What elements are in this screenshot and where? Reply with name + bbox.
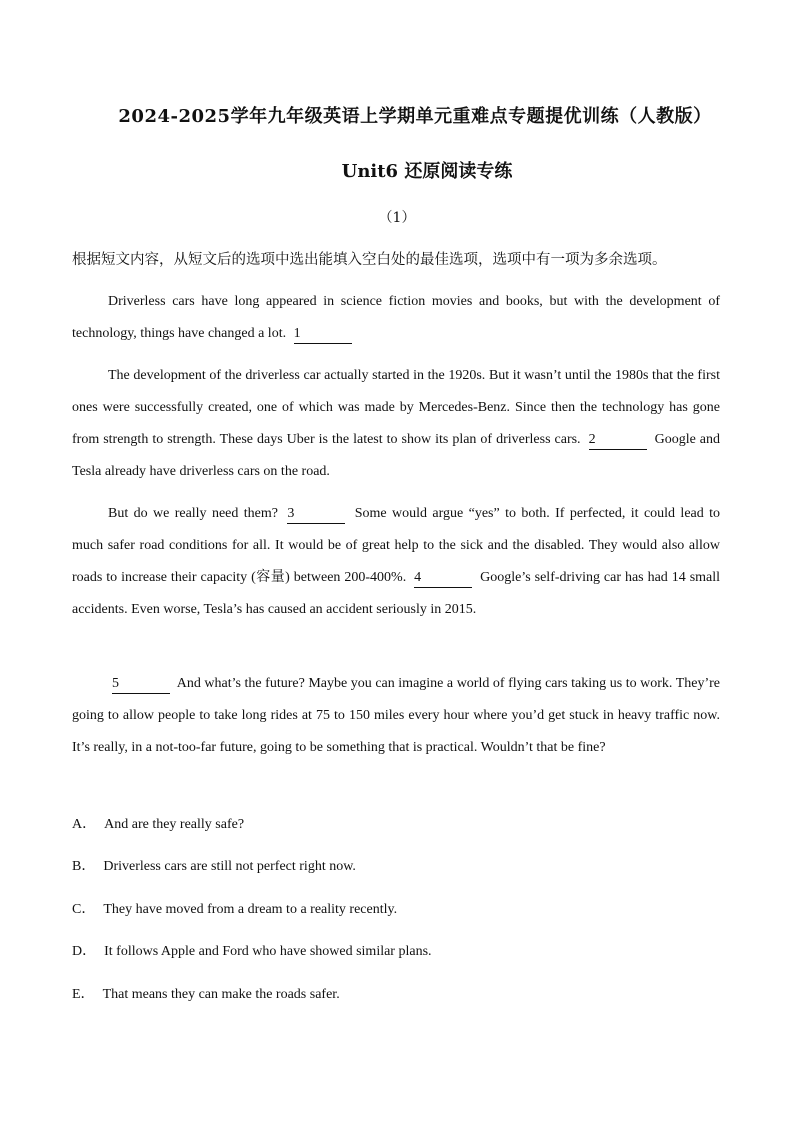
section-number: （1） [378, 210, 416, 226]
option-letter: B． [72, 859, 96, 874]
passage-paragraph-2 [72, 360, 720, 488]
paragraph-text: And what’s the future? Maybe you can imagine a world of flying cars taking us to work. They’re going to allow people to take long rides at 75 to 150 miles every hour where you’d get stuck in heavy traffic now. It’s really, in a not-too-far future, going to be something that is practical. Wouldn’t that be fine? [72, 676, 720, 755]
option-a [72, 813, 244, 833]
option-letter: A． [72, 817, 97, 832]
passage-paragraph-4 [72, 668, 720, 764]
answer-blank-3[interactable]: 3 [287, 505, 345, 524]
document-title: 2024-2025学年九年级英语上学期单元重难点专题提优训练（人教版） [118, 106, 712, 127]
exercise-instruction: 根据短文内容，从短文后的选项中选出能填入空白处的最佳选项，选项中有一项为多余选项。 [72, 252, 667, 268]
passage-paragraph-1 [72, 286, 720, 350]
option-text: That means they can make the roads safer. [102, 987, 340, 1002]
option-e [72, 983, 340, 1003]
answer-blank-1[interactable]: 1 [294, 325, 352, 344]
answer-blank-2[interactable]: 2 [589, 431, 647, 450]
option-b [72, 855, 356, 875]
passage-paragraph-3 [72, 498, 720, 626]
paragraph-text: But do we really need them? [108, 506, 278, 521]
paragraph-text: Some would argue “yes” to both. If perfected, it could lead to much safer road conditions for all. It would be of great help to the sick and the disabled. They would also allow roads to increase their capacity (容量) between 200-400%. [72, 506, 721, 585]
paragraph-text: Google’s self-driving car has had 14 small accidents. Even worse, Tesla’s has caused an accident seriously in 2015. [72, 570, 721, 617]
option-d [72, 940, 432, 960]
option-text: They have moved from a dream to a reality recently. [103, 902, 398, 917]
option-letter: C． [72, 902, 96, 917]
option-text: Driverless cars are still not perfect right now. [103, 859, 356, 874]
answer-blank-5[interactable]: 5 [112, 675, 170, 694]
option-text: And are they really safe? [104, 817, 245, 832]
paragraph-text: Google and Tesla already have driverless cars on the road. [72, 432, 721, 479]
paragraph-text: Driverless cars have long appeared in science fiction movies and books, but with the development of technology, things have changed a lot. [72, 294, 720, 341]
paragraph-text: The development of the driverless car actually started in the 1920s. But it wasn’t until the 1980s that the first ones were successfully created, one of which was made by Mercedes-Benz. Since then the technology has gone from strength to strength. These days Uber is the latest to show its plan of driverless cars. [72, 368, 720, 447]
option-text: It follows Apple and Ford who have showed similar plans. [104, 944, 432, 959]
option-c [72, 898, 397, 918]
option-letter: E． [72, 987, 95, 1002]
option-letter: D． [72, 944, 97, 959]
unit-title: Unit6 还原阅读专练 [341, 161, 513, 182]
answer-blank-4[interactable]: 4 [414, 569, 472, 588]
